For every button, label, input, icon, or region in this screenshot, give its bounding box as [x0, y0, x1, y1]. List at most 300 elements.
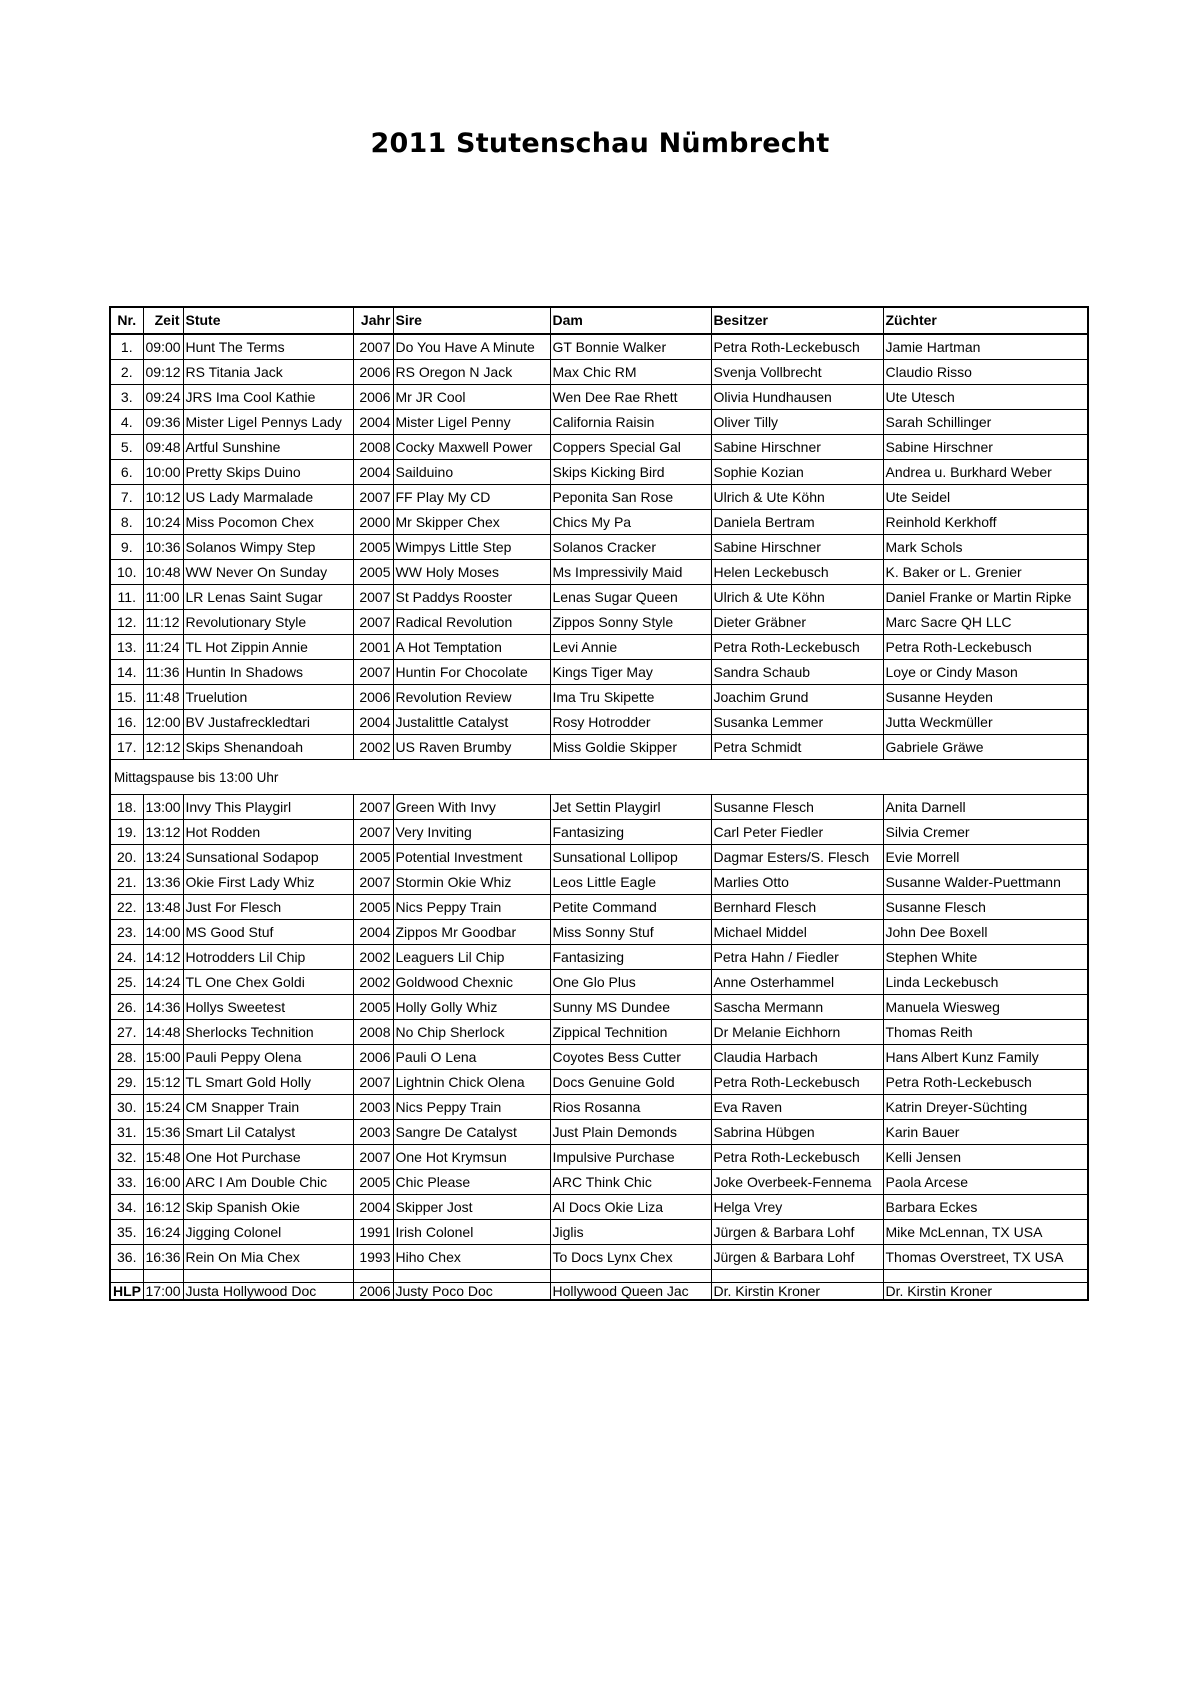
cell-zeit: 09:36 — [143, 410, 183, 435]
col-header-besitzer: Besitzer — [711, 307, 883, 334]
cell-stute: Hotrodders Lil Chip — [183, 945, 353, 970]
cell-zuechter: Loye or Cindy Mason — [883, 660, 1088, 685]
cell-zuechter: Karin Bauer — [883, 1120, 1088, 1145]
cell-stute: Solanos Wimpy Step — [183, 535, 353, 560]
cell-sire: Hiho Chex — [393, 1245, 550, 1270]
cell-besitzer: Sandra Schaub — [711, 660, 883, 685]
cell-zeit: 10:00 — [143, 460, 183, 485]
cell-stute: Mister Ligel Pennys Lady — [183, 410, 353, 435]
cell-besitzer: Jürgen & Barbara Lohf — [711, 1220, 883, 1245]
cell-sire: Green With Invy — [393, 795, 550, 820]
cell-besitzer: Anne Osterhammel — [711, 970, 883, 995]
cell-sire: Do You Have A Minute — [393, 334, 550, 360]
cell-zuechter: Katrin Dreyer-Süchting — [883, 1095, 1088, 1120]
cell-zeit: 14:36 — [143, 995, 183, 1020]
cell-sire: Holly Golly Whiz — [393, 995, 550, 1020]
cell-dam: GT Bonnie Walker — [550, 334, 711, 360]
cell-zeit: 10:36 — [143, 535, 183, 560]
cell-dam: Miss Goldie Skipper — [550, 735, 711, 760]
cell-jahr: 2005 — [353, 845, 393, 870]
cell-nr: HLP — [110, 1283, 143, 1301]
cell-nr: 4. — [110, 410, 143, 435]
cell-besitzer: Dieter Gräbner — [711, 610, 883, 635]
cell-zuechter: Sarah Schillinger — [883, 410, 1088, 435]
cell-zuechter: Marc Sacre QH LLC — [883, 610, 1088, 635]
cell-nr: 31. — [110, 1120, 143, 1145]
cell-nr: 21. — [110, 870, 143, 895]
cell-nr: 29. — [110, 1070, 143, 1095]
table-row — [110, 510, 1088, 535]
cell-sire: FF Play My CD — [393, 485, 550, 510]
cell-stute: TL One Chex Goldi — [183, 970, 353, 995]
cell-zuechter: Hans Albert Kunz Family — [883, 1045, 1088, 1070]
cell-nr: 35. — [110, 1220, 143, 1245]
cell-jahr: 2007 — [353, 795, 393, 820]
cell-dam: Impulsive Purchase — [550, 1145, 711, 1170]
cell-dam: One Glo Plus — [550, 970, 711, 995]
cell-zuechter: Barbara Eckes — [883, 1195, 1088, 1220]
cell-sire: Revolution Review — [393, 685, 550, 710]
cell-besitzer: Olivia Hundhausen — [711, 385, 883, 410]
cell-nr: 16. — [110, 710, 143, 735]
cell-dam: Al Docs Okie Liza — [550, 1195, 711, 1220]
cell-zeit: 11:12 — [143, 610, 183, 635]
cell-nr: 5. — [110, 435, 143, 460]
blank-row — [110, 1270, 1088, 1283]
table-row — [110, 435, 1088, 460]
cell-dam: Coyotes Bess Cutter — [550, 1045, 711, 1070]
cell-zeit: 14:12 — [143, 945, 183, 970]
table-row — [110, 535, 1088, 560]
cell-nr: 24. — [110, 945, 143, 970]
lunch-break-row — [110, 760, 1088, 795]
cell-sire: Radical Revolution — [393, 610, 550, 635]
cell-stute: Skip Spanish Okie — [183, 1195, 353, 1220]
cell-zeit: 14:00 — [143, 920, 183, 945]
cell-besitzer: Claudia Harbach — [711, 1045, 883, 1070]
cell-zuechter: Gabriele Gräwe — [883, 735, 1088, 760]
cell-stute: Sherlocks Technition — [183, 1020, 353, 1045]
cell-zuechter: Susanne Heyden — [883, 685, 1088, 710]
cell-zuechter: Thomas Reith — [883, 1020, 1088, 1045]
cell-zeit: 09:48 — [143, 435, 183, 460]
cell-zeit: 11:36 — [143, 660, 183, 685]
cell-sire: Zippos Mr Goodbar — [393, 920, 550, 945]
cell-sire: Chic Please — [393, 1170, 550, 1195]
cell-besitzer: Sophie Kozian — [711, 460, 883, 485]
cell-jahr: 2006 — [353, 360, 393, 385]
cell-sire: Pauli O Lena — [393, 1045, 550, 1070]
table-row — [110, 735, 1088, 760]
cell-stute: Miss Pocomon Chex — [183, 510, 353, 535]
cell-stute: Pauli Peppy Olena — [183, 1045, 353, 1070]
cell-nr: 19. — [110, 820, 143, 845]
cell-jahr: 1991 — [353, 1220, 393, 1245]
cell-sire: One Hot Krymsun — [393, 1145, 550, 1170]
cell-sire: Leaguers Lil Chip — [393, 945, 550, 970]
cell-stute: Justa Hollywood Doc — [183, 1283, 353, 1301]
cell-sire: No Chip Sherlock — [393, 1020, 550, 1045]
cell-sire: St Paddys Rooster — [393, 585, 550, 610]
table-row — [110, 1220, 1088, 1245]
cell-jahr: 2002 — [353, 945, 393, 970]
cell-dam: Coppers Special Gal — [550, 435, 711, 460]
cell-besitzer: Dagmar Esters/S. Flesch — [711, 845, 883, 870]
cell-sire: Irish Colonel — [393, 1220, 550, 1245]
cell-besitzer: Marlies Otto — [711, 870, 883, 895]
col-header-nr: Nr. — [110, 307, 143, 334]
cell-nr: 23. — [110, 920, 143, 945]
cell-besitzer: Daniela Bertram — [711, 510, 883, 535]
cell-besitzer: Oliver Tilly — [711, 410, 883, 435]
cell-stute: US Lady Marmalade — [183, 485, 353, 510]
cell-besitzer: Eva Raven — [711, 1095, 883, 1120]
cell-jahr: 2007 — [353, 585, 393, 610]
cell-zuechter: Stephen White — [883, 945, 1088, 970]
cell-zeit: 09:24 — [143, 385, 183, 410]
cell-dam: Max Chic RM — [550, 360, 711, 385]
cell-stute: JRS Ima Cool Kathie — [183, 385, 353, 410]
cell-dam: Chics My Pa — [550, 510, 711, 535]
cell-zeit: 11:00 — [143, 585, 183, 610]
cell-jahr: 1993 — [353, 1245, 393, 1270]
cell-zeit: 16:24 — [143, 1220, 183, 1245]
table-row — [110, 895, 1088, 920]
cell-nr: 33. — [110, 1170, 143, 1195]
cell-zeit: 10:24 — [143, 510, 183, 535]
table-row — [110, 795, 1088, 820]
cell-nr: 12. — [110, 610, 143, 635]
cell-sire: Mr JR Cool — [393, 385, 550, 410]
cell-jahr: 2007 — [353, 1145, 393, 1170]
cell-zuechter: Paola Arcese — [883, 1170, 1088, 1195]
cell-zeit: 16:00 — [143, 1170, 183, 1195]
cell-stute: MS Good Stuf — [183, 920, 353, 945]
cell-nr: 7. — [110, 485, 143, 510]
cell-zeit: 11:24 — [143, 635, 183, 660]
cell-jahr: 2006 — [353, 685, 393, 710]
table-row — [110, 560, 1088, 585]
cell-jahr: 2005 — [353, 560, 393, 585]
cell-stute: Smart Lil Catalyst — [183, 1120, 353, 1145]
table-row — [110, 410, 1088, 435]
cell-besitzer: Joke Overbeek-Fennema — [711, 1170, 883, 1195]
cell-nr: 34. — [110, 1195, 143, 1220]
cell-zuechter: Petra Roth-Leckebusch — [883, 635, 1088, 660]
table-row — [110, 945, 1088, 970]
table-row — [110, 1195, 1088, 1220]
cell-stute: LR Lenas Saint Sugar — [183, 585, 353, 610]
cell-zuechter: K. Baker or L. Grenier — [883, 560, 1088, 585]
cell-zeit: 16:36 — [143, 1245, 183, 1270]
cell-zeit: 15:24 — [143, 1095, 183, 1120]
cell-stute: ARC I Am Double Chic — [183, 1170, 353, 1195]
table-row — [110, 685, 1088, 710]
cell-zuechter: Silvia Cremer — [883, 820, 1088, 845]
cell-besitzer: Michael Middel — [711, 920, 883, 945]
cell-zeit: 10:48 — [143, 560, 183, 585]
cell-besitzer: Petra Roth-Leckebusch — [711, 334, 883, 360]
cell-jahr: 2006 — [353, 1283, 393, 1301]
cell-nr: 8. — [110, 510, 143, 535]
cell-stute: Truelution — [183, 685, 353, 710]
cell-zuechter: Jutta Weckmüller — [883, 710, 1088, 735]
cell-jahr: 2007 — [353, 610, 393, 635]
lunch-break-text: Mittagspause bis 13:00 Uhr — [110, 760, 1088, 795]
cell-zeit: 13:36 — [143, 870, 183, 895]
cell-zuechter: Sabine Hirschner — [883, 435, 1088, 460]
cell-zuechter: Mark Schols — [883, 535, 1088, 560]
cell-besitzer: Petra Schmidt — [711, 735, 883, 760]
cell-jahr: 2004 — [353, 920, 393, 945]
table-row — [110, 1245, 1088, 1270]
cell-zeit: 15:00 — [143, 1045, 183, 1070]
cell-stute: Hot Rodden — [183, 820, 353, 845]
col-header-jahr: Jahr — [353, 307, 393, 334]
cell-stute: RS Titania Jack — [183, 360, 353, 385]
cell-nr: 30. — [110, 1095, 143, 1120]
cell-stute: BV Justafreckledtari — [183, 710, 353, 735]
cell-sire: Wimpys Little Step — [393, 535, 550, 560]
table-row — [110, 1020, 1088, 1045]
cell-dam: ARC Think Chic — [550, 1170, 711, 1195]
cell-nr: 15. — [110, 685, 143, 710]
cell-zeit: 16:12 — [143, 1195, 183, 1220]
cell-zuechter: Linda Leckebusch — [883, 970, 1088, 995]
cell-zuechter: Jamie Hartman — [883, 334, 1088, 360]
cell-sire: US Raven Brumby — [393, 735, 550, 760]
table-row — [110, 1120, 1088, 1145]
cell-jahr: 2007 — [353, 660, 393, 685]
cell-dam: Jiglis — [550, 1220, 711, 1245]
cell-dam: Zippos Sonny Style — [550, 610, 711, 635]
cell-besitzer: Dr Melanie Eichhorn — [711, 1020, 883, 1045]
cell-zeit: 15:12 — [143, 1070, 183, 1095]
cell-stute: Skips Shenandoah — [183, 735, 353, 760]
cell-stute: One Hot Purchase — [183, 1145, 353, 1170]
cell-zuechter: Kelli Jensen — [883, 1145, 1088, 1170]
cell-zuechter: Susanne Flesch — [883, 895, 1088, 920]
col-header-dam: Dam — [550, 307, 711, 334]
cell-besitzer: Helen Leckebusch — [711, 560, 883, 585]
cell-besitzer: Ulrich & Ute Köhn — [711, 585, 883, 610]
cell-nr: 11. — [110, 585, 143, 610]
cell-stute: TL Smart Gold Holly — [183, 1070, 353, 1095]
cell-dam: Docs Genuine Gold — [550, 1070, 711, 1095]
table-row — [110, 635, 1088, 660]
cell-sire: Mr Skipper Chex — [393, 510, 550, 535]
cell-stute: Hunt The Terms — [183, 334, 353, 360]
cell-zeit: 17:00 — [143, 1283, 183, 1301]
cell-besitzer: Svenja Vollbrecht — [711, 360, 883, 385]
cell-zeit: 15:48 — [143, 1145, 183, 1170]
cell-sire: WW Holy Moses — [393, 560, 550, 585]
cell-besitzer: Joachim Grund — [711, 685, 883, 710]
cell-zeit: 09:00 — [143, 334, 183, 360]
cell-stute: Okie First Lady Whiz — [183, 870, 353, 895]
cell-nr: 10. — [110, 560, 143, 585]
cell-nr: 14. — [110, 660, 143, 685]
cell-nr: 1. — [110, 334, 143, 360]
cell-dam: Zippical Technition — [550, 1020, 711, 1045]
table-row — [110, 920, 1088, 945]
cell-jahr: 2008 — [353, 435, 393, 460]
hlp-row — [110, 1283, 1088, 1301]
cell-nr: 28. — [110, 1045, 143, 1070]
cell-zeit: 13:12 — [143, 820, 183, 845]
cell-zeit: 10:12 — [143, 485, 183, 510]
cell-dam: Rosy Hotrodder — [550, 710, 711, 735]
cell-zuechter: Dr. Kirstin Kroner — [883, 1283, 1088, 1301]
cell-besitzer: Jürgen & Barbara Lohf — [711, 1245, 883, 1270]
cell-dam: Ima Tru Skipette — [550, 685, 711, 710]
table-row — [110, 845, 1088, 870]
col-header-zeit: Zeit — [143, 307, 183, 334]
table-row — [110, 970, 1088, 995]
cell-stute: Invy This Playgirl — [183, 795, 353, 820]
cell-dam: Fantasizing — [550, 945, 711, 970]
cell-jahr: 2003 — [353, 1120, 393, 1145]
table-row — [110, 1045, 1088, 1070]
cell-zeit: 09:12 — [143, 360, 183, 385]
cell-nr: 6. — [110, 460, 143, 485]
cell-sire: RS Oregon N Jack — [393, 360, 550, 385]
cell-sire: Sailduino — [393, 460, 550, 485]
cell-zuechter: Claudio Risso — [883, 360, 1088, 385]
cell-sire: Sangre De Catalyst — [393, 1120, 550, 1145]
cell-besitzer: Sascha Mermann — [711, 995, 883, 1020]
cell-besitzer: Carl Peter Fiedler — [711, 820, 883, 845]
cell-jahr: 2007 — [353, 820, 393, 845]
table-row — [110, 385, 1088, 410]
cell-stute: Revolutionary Style — [183, 610, 353, 635]
cell-zuechter: Susanne Walder-Puettmann — [883, 870, 1088, 895]
cell-jahr: 2005 — [353, 1170, 393, 1195]
table-row — [110, 1170, 1088, 1195]
cell-sire: Huntin For Chocolate — [393, 660, 550, 685]
cell-besitzer: Ulrich & Ute Köhn — [711, 485, 883, 510]
cell-zeit: 12:12 — [143, 735, 183, 760]
cell-sire: Nics Peppy Train — [393, 1095, 550, 1120]
cell-besitzer: Bernhard Flesch — [711, 895, 883, 920]
cell-stute: Pretty Skips Duino — [183, 460, 353, 485]
cell-dam: California Raisin — [550, 410, 711, 435]
cell-dam: Ms Impressivily Maid — [550, 560, 711, 585]
cell-dam: Solanos Cracker — [550, 535, 711, 560]
col-header-zuechter: Züchter — [883, 307, 1088, 334]
col-header-sire: Sire — [393, 307, 550, 334]
cell-dam: Just Plain Demonds — [550, 1120, 711, 1145]
cell-jahr: 2005 — [353, 995, 393, 1020]
cell-besitzer: Susanne Flesch — [711, 795, 883, 820]
table-row — [110, 660, 1088, 685]
cell-jahr: 2005 — [353, 535, 393, 560]
cell-jahr: 2007 — [353, 485, 393, 510]
cell-jahr: 2003 — [353, 1095, 393, 1120]
table-header-row — [110, 307, 1088, 334]
table-row — [110, 820, 1088, 845]
cell-zuechter: Andrea u. Burkhard Weber — [883, 460, 1088, 485]
cell-sire: Skipper Jost — [393, 1195, 550, 1220]
cell-besitzer: Dr. Kirstin Kroner — [711, 1283, 883, 1301]
table-row — [110, 610, 1088, 635]
table-row — [110, 360, 1088, 385]
cell-dam: Kings Tiger May — [550, 660, 711, 685]
cell-sire: Mister Ligel Penny — [393, 410, 550, 435]
table-row — [110, 995, 1088, 1020]
cell-jahr: 2000 — [353, 510, 393, 535]
cell-dam: Rios Rosanna — [550, 1095, 711, 1120]
cell-stute: Artful Sunshine — [183, 435, 353, 460]
cell-nr: 17. — [110, 735, 143, 760]
cell-dam: Leos Little Eagle — [550, 870, 711, 895]
cell-besitzer: Helga Vrey — [711, 1195, 883, 1220]
cell-dam: Sunny MS Dundee — [550, 995, 711, 1020]
cell-sire: A Hot Temptation — [393, 635, 550, 660]
cell-stute: Sunsational Sodapop — [183, 845, 353, 870]
cell-stute: TL Hot Zippin Annie — [183, 635, 353, 660]
table-row — [110, 585, 1088, 610]
cell-besitzer: Petra Roth-Leckebusch — [711, 1070, 883, 1095]
cell-nr: 9. — [110, 535, 143, 560]
cell-besitzer: Sabine Hirschner — [711, 435, 883, 460]
cell-zuechter: Petra Roth-Leckebusch — [883, 1070, 1088, 1095]
cell-besitzer: Sabine Hirschner — [711, 535, 883, 560]
table-row — [110, 710, 1088, 735]
cell-dam: To Docs Lynx Chex — [550, 1245, 711, 1270]
cell-dam: Levi Annie — [550, 635, 711, 660]
cell-jahr: 2007 — [353, 1070, 393, 1095]
cell-jahr: 2008 — [353, 1020, 393, 1045]
cell-nr: 22. — [110, 895, 143, 920]
cell-jahr: 2007 — [353, 870, 393, 895]
cell-dam: Wen Dee Rae Rhett — [550, 385, 711, 410]
cell-zuechter: Daniel Franke or Martin Ripke — [883, 585, 1088, 610]
cell-stute: Huntin In Shadows — [183, 660, 353, 685]
cell-zeit: 14:48 — [143, 1020, 183, 1045]
cell-nr: 36. — [110, 1245, 143, 1270]
cell-stute: WW Never On Sunday — [183, 560, 353, 585]
cell-zuechter: Reinhold Kerkhoff — [883, 510, 1088, 535]
cell-nr: 3. — [110, 385, 143, 410]
cell-zuechter: John Dee Boxell — [883, 920, 1088, 945]
cell-zuechter: Manuela Wiesweg — [883, 995, 1088, 1020]
cell-sire: Stormin Okie Whiz — [393, 870, 550, 895]
cell-zuechter: Anita Darnell — [883, 795, 1088, 820]
cell-zeit: 13:00 — [143, 795, 183, 820]
cell-dam: Lenas Sugar Queen — [550, 585, 711, 610]
cell-besitzer: Susanka Lemmer — [711, 710, 883, 735]
cell-dam: Skips Kicking Bird — [550, 460, 711, 485]
cell-jahr: 2006 — [353, 385, 393, 410]
cell-nr: 25. — [110, 970, 143, 995]
cell-dam: Fantasizing — [550, 820, 711, 845]
cell-zuechter: Ute Seidel — [883, 485, 1088, 510]
cell-zuechter: Evie Morrell — [883, 845, 1088, 870]
cell-jahr: 2002 — [353, 970, 393, 995]
cell-jahr: 2001 — [353, 635, 393, 660]
schedule-table — [109, 306, 1089, 1301]
cell-sire: Cocky Maxwell Power — [393, 435, 550, 460]
cell-besitzer: Sabrina Hübgen — [711, 1120, 883, 1145]
cell-zeit: 13:48 — [143, 895, 183, 920]
cell-stute: Jigging Colonel — [183, 1220, 353, 1245]
table-row — [110, 1070, 1088, 1095]
cell-jahr: 2004 — [353, 710, 393, 735]
table-row — [110, 1095, 1088, 1120]
cell-zuechter: Mike McLennan, TX USA — [883, 1220, 1088, 1245]
cell-besitzer: Petra Hahn / Fiedler — [711, 945, 883, 970]
